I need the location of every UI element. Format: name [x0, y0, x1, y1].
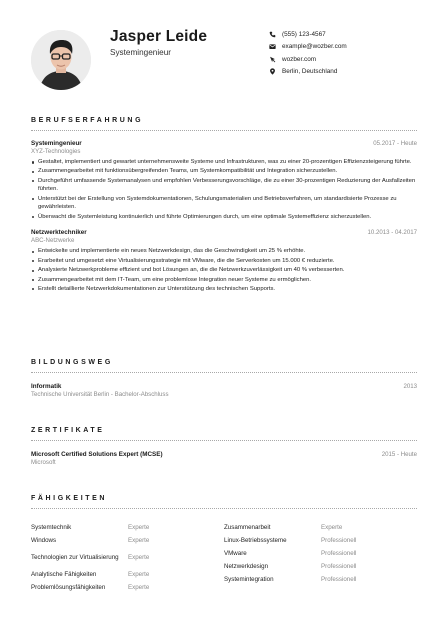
- skill-name: Linux-Betriebssysteme: [224, 536, 287, 544]
- skill-level: Professionell: [321, 537, 357, 544]
- contact-website-text: wozber.com: [282, 55, 317, 63]
- location-pin-icon: [268, 68, 276, 76]
- section-divider: [31, 508, 417, 509]
- job-dates: 05.2017 - Heute: [373, 140, 417, 147]
- skill-level: Professionell: [321, 576, 357, 583]
- skill-item: [224, 534, 417, 547]
- job-entry: [31, 140, 417, 221]
- certificates-heading: ZERTIFIKATE: [31, 427, 105, 434]
- contact-email-text: example@wozber.com: [282, 43, 347, 51]
- certificate-dates: 2015 - Heute: [381, 451, 417, 458]
- skill-item: [31, 547, 224, 568]
- candidate-title: Systemingenieur: [110, 48, 171, 57]
- degree-title: Informatik: [31, 383, 62, 390]
- skills-section: [31, 495, 417, 594]
- job-company: XYZ-Technologies: [31, 148, 81, 155]
- job-dates: 10.2013 - 04.2017: [367, 229, 417, 237]
- skill-level: Experte: [128, 554, 150, 561]
- contact-location-text: Berlin, Deutschland: [282, 68, 338, 76]
- graduation-year: 2013: [403, 383, 417, 390]
- skill-name: Analytische Fähigkeiten: [31, 570, 97, 578]
- education-section: [31, 359, 417, 398]
- skill-name: Problemlösungsfähigkeiten: [31, 583, 106, 591]
- candidate-name: Jasper Leide: [110, 28, 208, 45]
- job-entry: [31, 229, 417, 293]
- skill-level: Experte: [321, 524, 343, 531]
- job-bullets: [31, 158, 417, 221]
- education-heading: BILDUNGSWEG: [31, 359, 113, 366]
- mail-icon: [268, 43, 276, 51]
- contact-list: [268, 28, 347, 78]
- bullet-item: Entwickelte und implementierte ein neues Netzwerkdesign, das die Geschwindigkeit um 25 % erhöhte.: [31, 247, 417, 256]
- skill-item: [31, 534, 224, 547]
- contact-phone-text: (555) 123-4567: [282, 30, 326, 38]
- skill-level: Professionell: [321, 563, 357, 570]
- contact-email: [268, 41, 347, 54]
- skill-level: Experte: [128, 571, 150, 578]
- job-bullets: [31, 247, 417, 293]
- skill-level: Experte: [128, 537, 150, 544]
- bullet-item: Unterstützt bei der Erstellung von Systemdokumentationen, Schulungsmaterialien und Betriebsverfahren, um standardisierte Prozesse zu gewährleisten.: [31, 195, 417, 212]
- contact-location: [268, 66, 347, 79]
- skill-name: VMware: [224, 549, 247, 557]
- skill-item: [31, 521, 224, 534]
- education-entry: [31, 383, 417, 398]
- certificate-entry: [31, 451, 417, 466]
- contact-website: [268, 53, 347, 66]
- avatar: [31, 30, 91, 90]
- skills-column-right: [224, 521, 417, 594]
- skill-name: Windows: [31, 536, 57, 544]
- certificate-title: Microsoft Certified Solutions Expert (MCSE): [31, 451, 163, 458]
- bullet-item: Zusammengearbeitet mit funktionsübergreifenden Teams, um Systemkompatibilität und Integration sicherzustellen.: [31, 167, 417, 176]
- skill-name: Zusammenarbeit: [224, 523, 271, 531]
- job-title: Systemingenieur: [31, 140, 82, 147]
- skill-name: Netzwerkdesign: [224, 562, 269, 570]
- link-icon: [268, 55, 276, 63]
- skill-item: [224, 521, 417, 534]
- skills-grid: [31, 521, 417, 594]
- experience-section: [31, 117, 417, 294]
- job-company: ABC-Netzwerke: [31, 237, 75, 245]
- institution-name: Technische Universität Berlin - Bachelor-Abschluss: [31, 391, 169, 398]
- skill-item: [224, 547, 417, 560]
- bullet-item: Überwacht die Systemleistung kontinuierlich und führte Optimierungen durch, um eine optimale Systemeffizienz sicherzustellen.: [31, 213, 417, 222]
- section-divider: [31, 372, 417, 373]
- skill-item: [31, 568, 224, 581]
- skill-level: Professionell: [321, 550, 357, 557]
- skill-item: [224, 560, 417, 573]
- contact-phone: [268, 28, 347, 41]
- section-divider: [31, 130, 417, 131]
- bullet-item: Gestaltet, implementiert und gewartet unternehmensweite Systeme und Infrastrukturen, was zu einer 20-prozentigen Effizienzsteigerung führte.: [31, 158, 417, 167]
- skill-level: Experte: [128, 524, 150, 531]
- experience-heading: BERUFSERFAHRUNG: [31, 117, 144, 124]
- skill-name: Technologien zur Virtualisierung: [31, 553, 119, 561]
- section-divider: [31, 440, 417, 441]
- portrait-photo: [31, 30, 91, 90]
- skills-column-left: [31, 521, 224, 594]
- bullet-item: Erarbeitet und umgesetzt eine Virtualisierungsstrategie mit VMware, die die Serverkosten um 15.000 € reduzierte.: [31, 257, 417, 266]
- certificate-issuer: Microsoft: [31, 459, 56, 466]
- skill-name: Systemtechnik: [31, 523, 72, 531]
- skill-item: [31, 581, 224, 594]
- bullet-item: Zusammengearbeitet mit dem IT-Team, um eine problemlose Integration neuer Systeme zu ermöglichen.: [31, 276, 417, 285]
- skills-heading: FÄHIGKEITEN: [31, 495, 108, 502]
- bullet-item: Erstellt detaillierte Netzwerkdokumentationen zur Unterstützung des technischen Supports.: [31, 285, 417, 294]
- job-title: Netzwerktechniker: [31, 229, 87, 237]
- certificates-section: [31, 427, 417, 466]
- skill-item: [224, 573, 417, 586]
- skill-name: Systemintegration: [224, 575, 274, 583]
- skill-level: Experte: [128, 584, 150, 591]
- phone-icon: [268, 30, 276, 38]
- bullet-item: Durchgeführt umfassende Systemanalysen und empfohlen Verbesserungsvorschläge, die zu einer 30-prozentigen Reduzierung der Ausfallzeiten führten.: [31, 177, 417, 194]
- bullet-item: Analysierte Netzwerkprobleme effizient und bot Lösungen an, die die Netzwerkzuverlässigkeit um 40 % verbesserten.: [31, 266, 417, 275]
